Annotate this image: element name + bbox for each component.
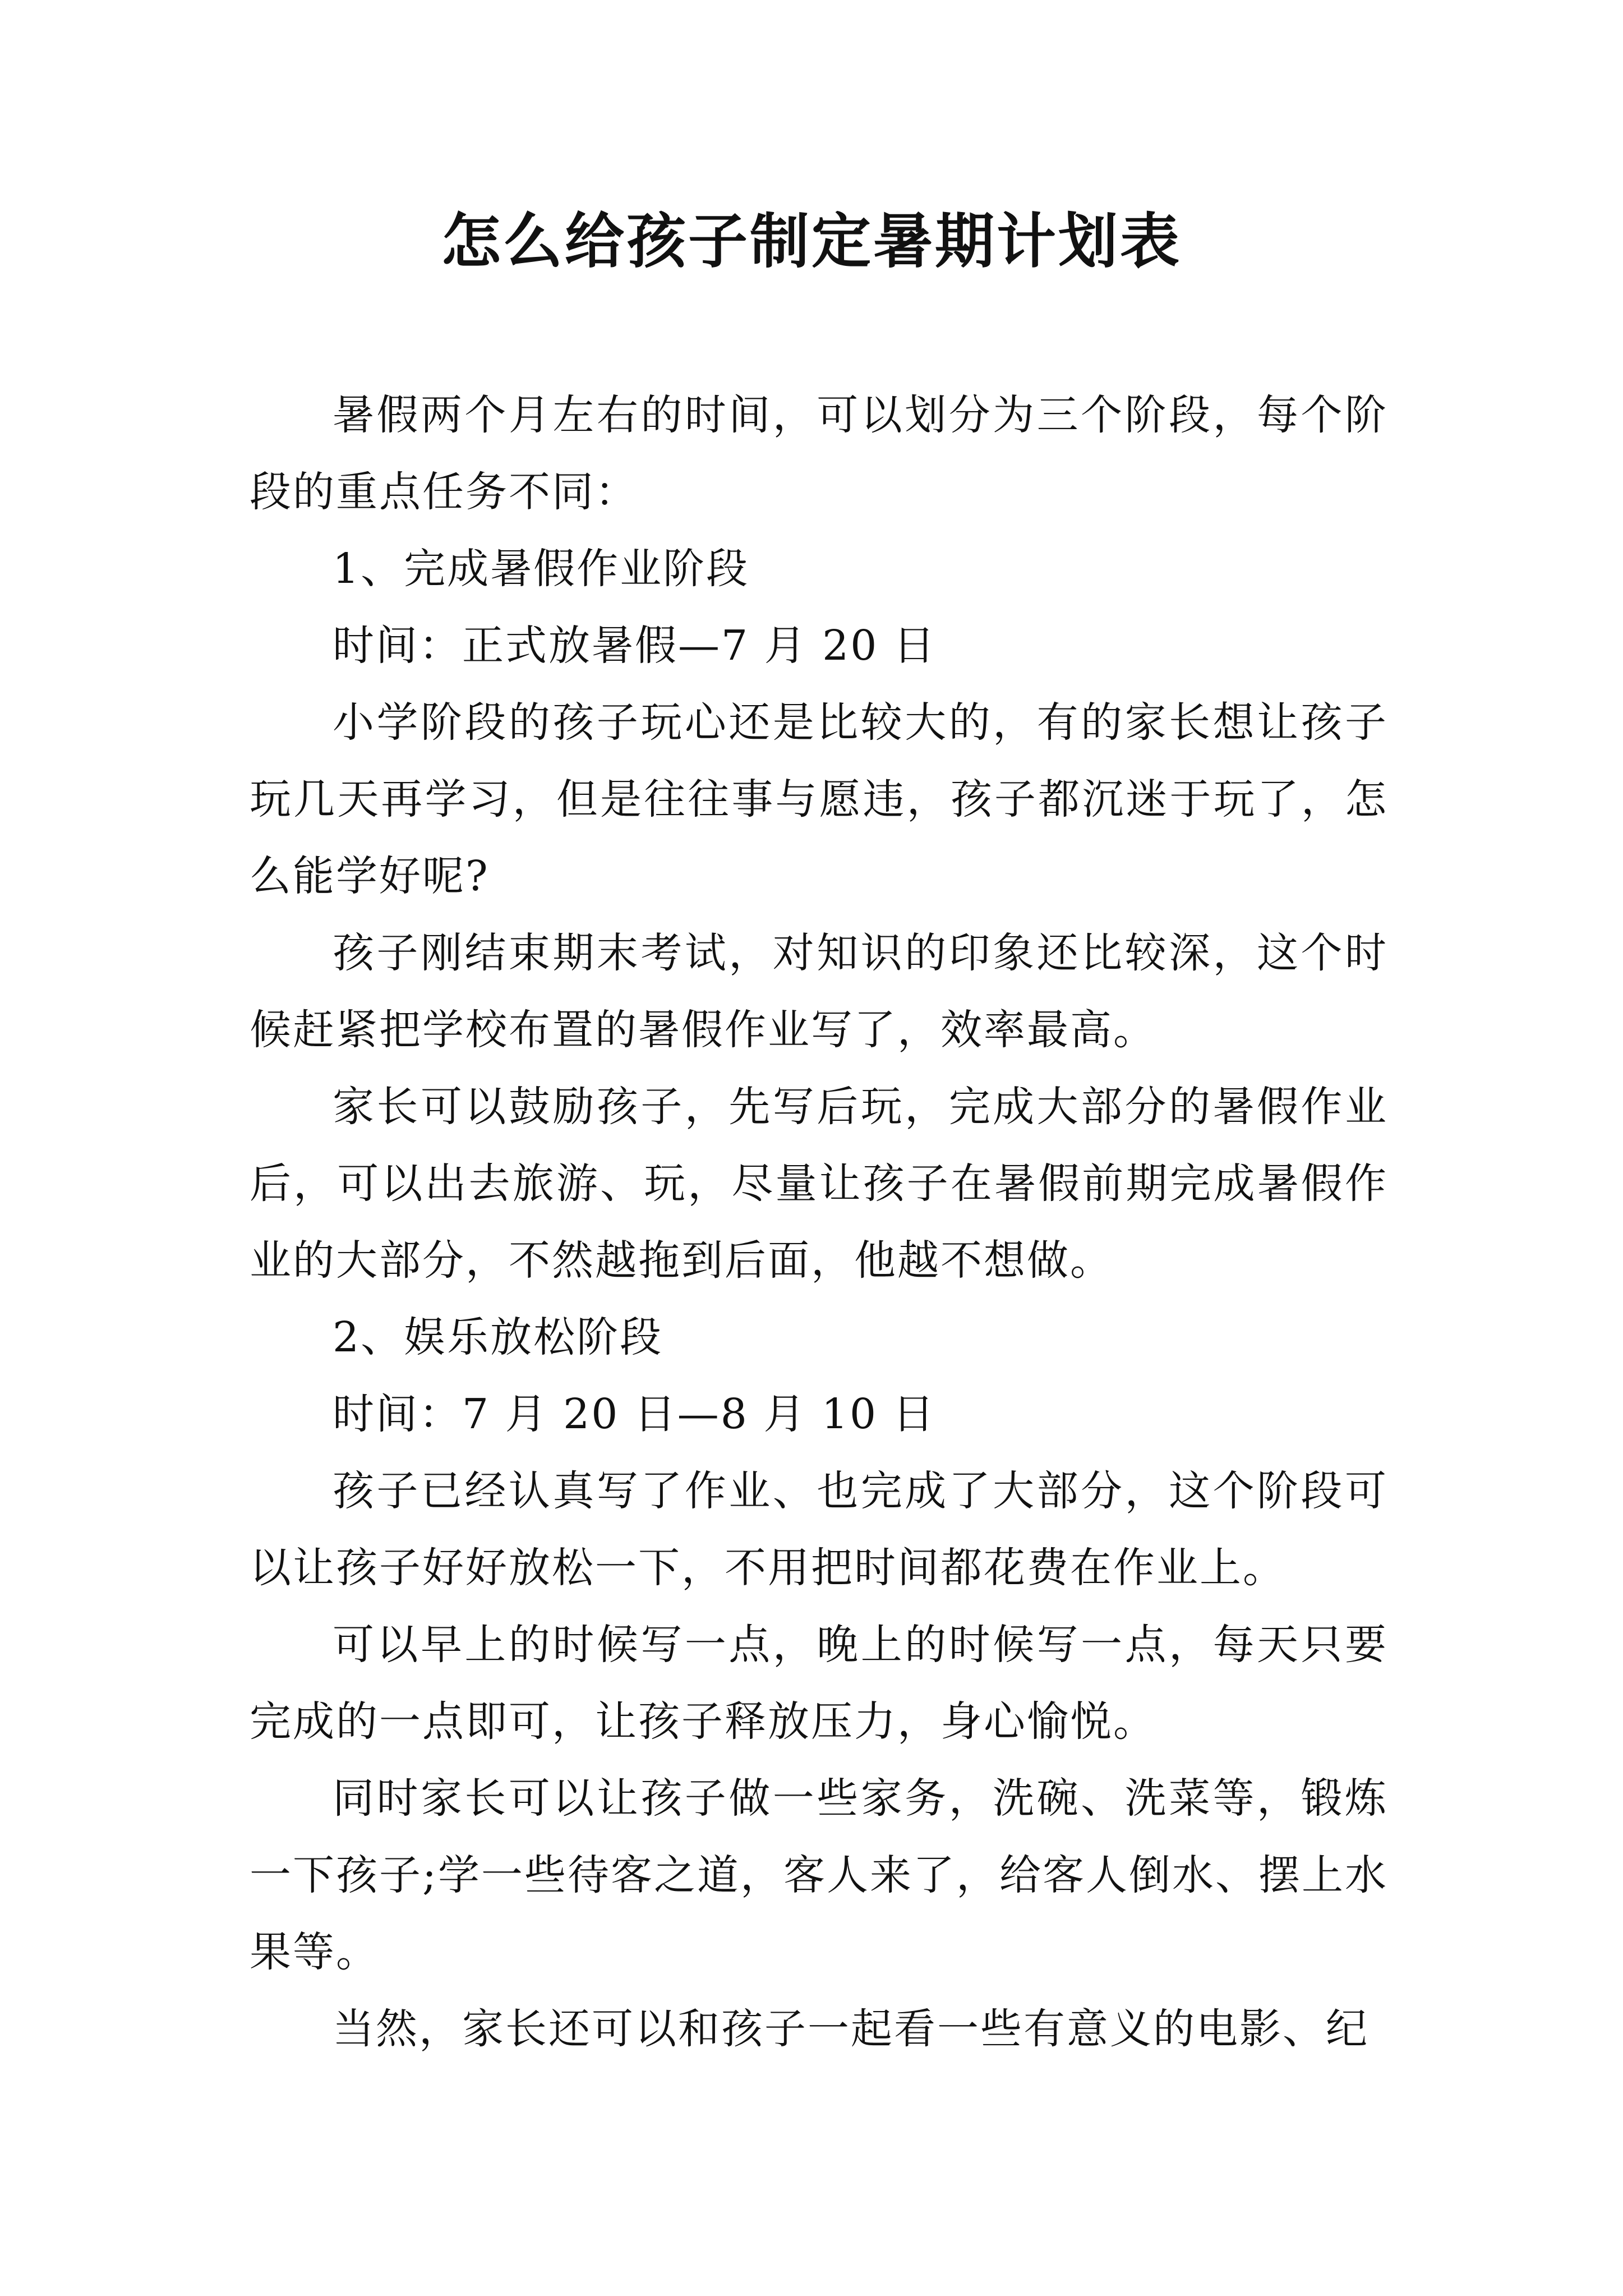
paragraph: 小学阶段的孩子玩心还是比较大的，有的家长想让孩子玩几天再学习，但是往往事与愿违，孩子都沉迷于玩了，怎么能学好呢?	[250, 698, 1388, 900]
document-title: 怎么给孩子制定暑期计划表	[441, 206, 1182, 276]
section-heading-1: 1、完成暑假作业阶段	[333, 545, 750, 593]
section-heading-2: 2、娱乐放松阶段	[333, 1313, 663, 1361]
paragraph-continued: 当然，家长还可以和孩子一起看一些有意义的电影、纪	[333, 2005, 1369, 2053]
section-time-1: 时间：正式放暑假—7 月 20 日	[333, 622, 937, 670]
section-time-2: 时间：7 月 20 日—8 月 10 日	[333, 1390, 936, 1438]
document-body	[250, 377, 1388, 2068]
paragraph: 可以早上的时候写一点，晚上的时候写一点，每天只要完成的一点即可，让孩子释放压力，身心愉悦。	[250, 1621, 1388, 1746]
paragraph: 孩子刚结束期末考试，对知识的印象还比较深，这个时候赶紧把学校布置的暑假作业写了，效率最高。	[250, 929, 1388, 1054]
paragraph: 孩子已经认真写了作业、也完成了大部分，这个阶段可以让孩子好好放松一下，不用把时间都花费在作业上。	[250, 1467, 1388, 1592]
paragraph: 家长可以鼓励孩子，先写后玩，完成大部分的暑假作业后，可以出去旅游、玩，尽量让孩子在暑假前期完成暑假作业的大部分，不然越拖到后面，他越不想做。	[250, 1083, 1388, 1285]
paragraph-intro: 暑假两个月左右的时间，可以划分为三个阶段，每个阶段的重点任务不同：	[250, 391, 1388, 516]
paragraph: 同时家长可以让孩子做一些家务，洗碗、洗菜等，锻炼一下孩子;学一些待客之道，客人来了，给客人倒水、摆上水果等。	[250, 1774, 1388, 1976]
